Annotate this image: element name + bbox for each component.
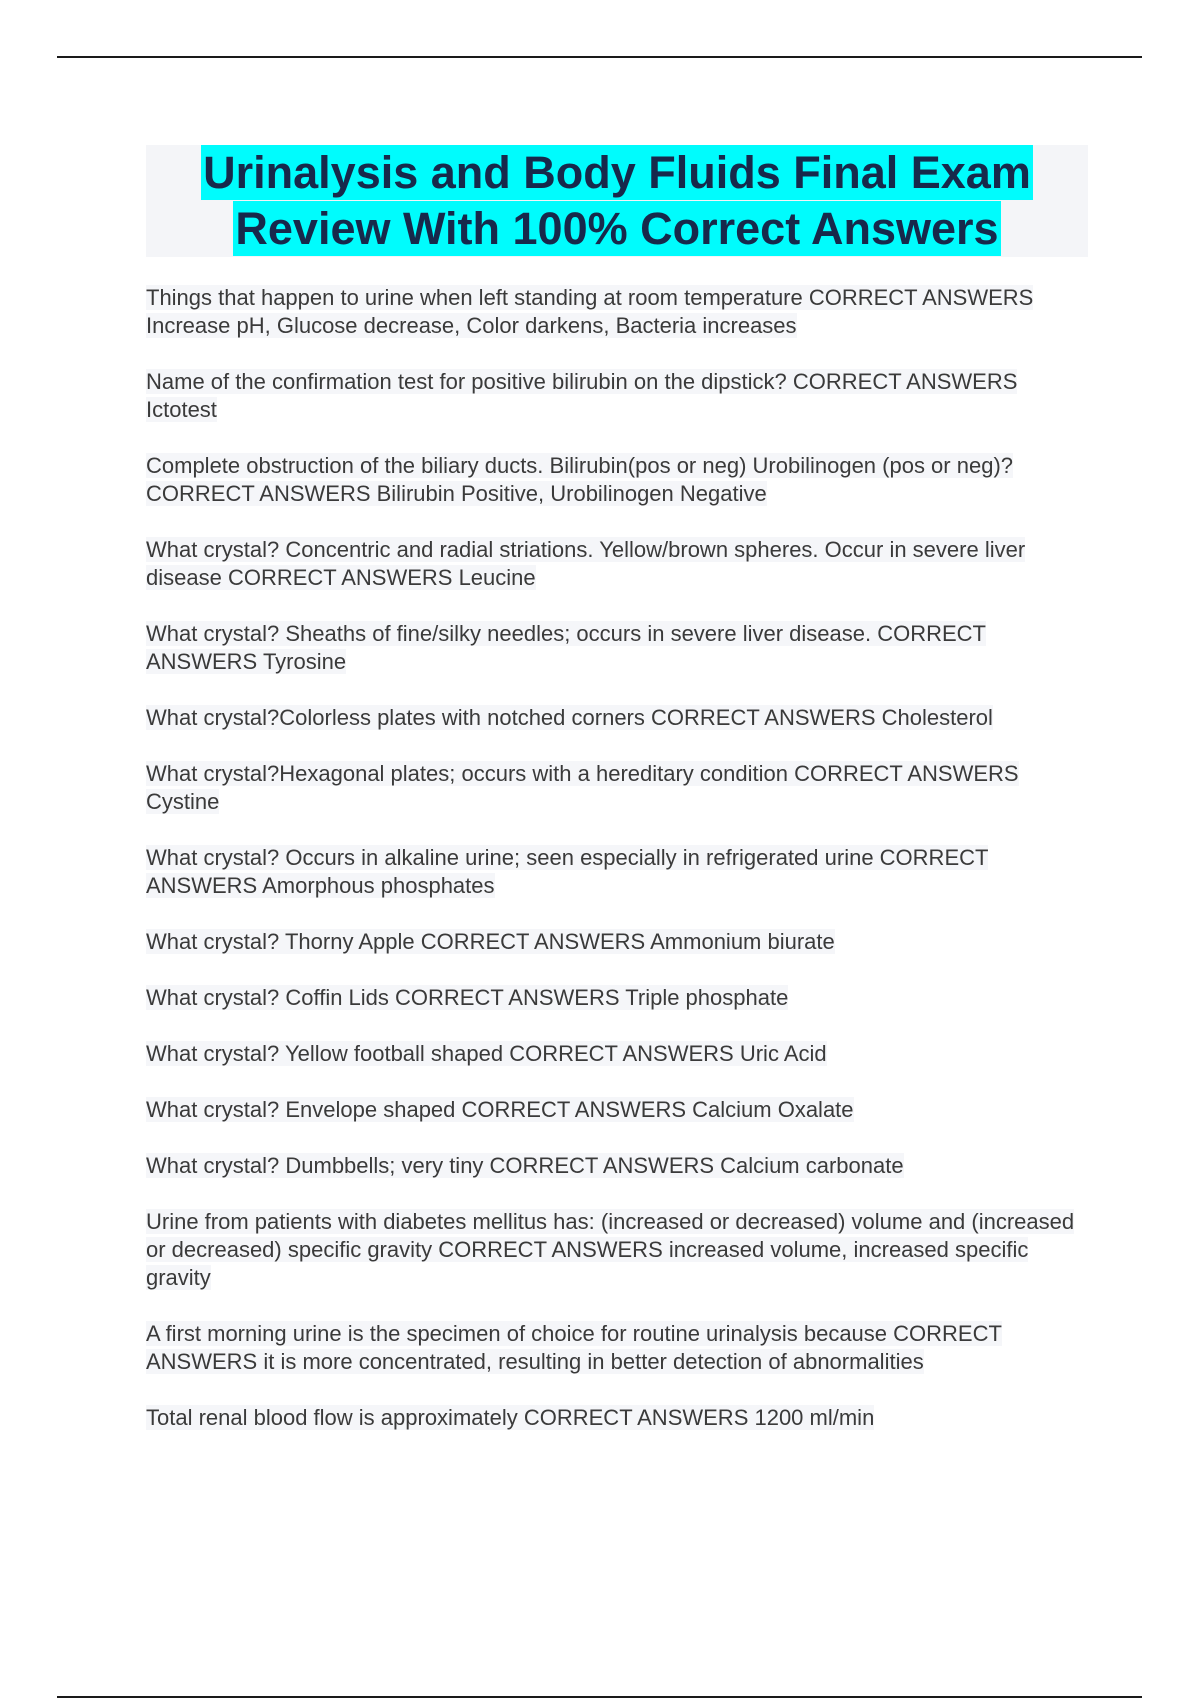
qa-item: [146, 984, 1091, 1012]
qa-text: Total renal blood flow is approximately CORRECT ANSWERS 1200 ml/min: [146, 1405, 875, 1430]
qa-text: What crystal? Envelope shaped CORRECT ANSWERS Calcium Oxalate: [146, 1097, 854, 1122]
qa-text: What crystal? Concentric and radial striations. Yellow/brown spheres. Occur in severe liver disease CORRECT ANSWERS Leucine: [146, 537, 1026, 590]
qa-text: What crystal? Yellow football shaped CORRECT ANSWERS Uric Acid: [146, 1041, 827, 1066]
qa-item: [146, 536, 1091, 592]
qa-text: What crystal? Thorny Apple CORRECT ANSWERS Ammonium biurate: [146, 929, 835, 954]
qa-text: A first morning urine is the specimen of choice for routine urinalysis because CORRECT ANSWERS it is more concentrated, resulting in better detection of abnormalities: [146, 1321, 1002, 1374]
document-title-line-2: Review With 100% Correct Answers: [235, 203, 999, 254]
qa-item: [146, 1040, 1091, 1068]
qa-list: [146, 284, 1091, 1460]
qa-item: [146, 928, 1091, 956]
qa-item: [146, 368, 1091, 424]
title-block: [146, 145, 1088, 257]
qa-text: Things that happen to urine when left standing at room temperature CORRECT ANSWERS Increase pH, Glucose decrease, Color darkens, Bacteria increases: [146, 285, 1034, 338]
qa-text: What crystal?Hexagonal plates; occurs with a hereditary condition CORRECT ANSWERS Cystine: [146, 761, 1019, 814]
qa-item: [146, 704, 1091, 732]
qa-text: What crystal? Sheaths of fine/silky needles; occurs in severe liver disease. CORRECT ANSWERS Tyrosine: [146, 621, 986, 674]
qa-item: [146, 1404, 1091, 1432]
qa-text: What crystal? Dumbbells; very tiny CORRECT ANSWERS Calcium carbonate: [146, 1153, 904, 1178]
top-rule: [57, 56, 1142, 58]
qa-item: [146, 1208, 1091, 1292]
qa-item: [146, 760, 1091, 816]
qa-item: [146, 1152, 1091, 1180]
document-title-line-1: Urinalysis and Body Fluids Final Exam: [203, 147, 1031, 198]
qa-text: Name of the confirmation test for positive bilirubin on the dipstick? CORRECT ANSWERS Ictotest: [146, 369, 1018, 422]
qa-text: What crystal?Colorless plates with notched corners CORRECT ANSWERS Cholesterol: [146, 705, 993, 730]
qa-item: [146, 452, 1091, 508]
bottom-rule: [57, 1696, 1142, 1698]
qa-item: [146, 1096, 1091, 1124]
qa-item: [146, 620, 1091, 676]
qa-text: What crystal? Coffin Lids CORRECT ANSWERS Triple phosphate: [146, 985, 789, 1010]
qa-item: [146, 284, 1091, 340]
qa-text: Urine from patients with diabetes mellitus has: (increased or decreased) volume and (increased or decreased) specific gravity CORRECT ANSWERS increased volume, increased specific gravity: [146, 1209, 1075, 1290]
qa-item: [146, 1320, 1091, 1376]
qa-text: Complete obstruction of the biliary ducts. Bilirubin(pos or neg) Urobilinogen (pos or neg)? CORRECT ANSWERS Bilirubin Positive, Urobilinogen Negative: [146, 453, 1014, 506]
qa-text: What crystal? Occurs in alkaline urine; seen especially in refrigerated urine CORRECT ANSWERS Amorphous phosphates: [146, 845, 989, 898]
qa-item: [146, 844, 1091, 900]
